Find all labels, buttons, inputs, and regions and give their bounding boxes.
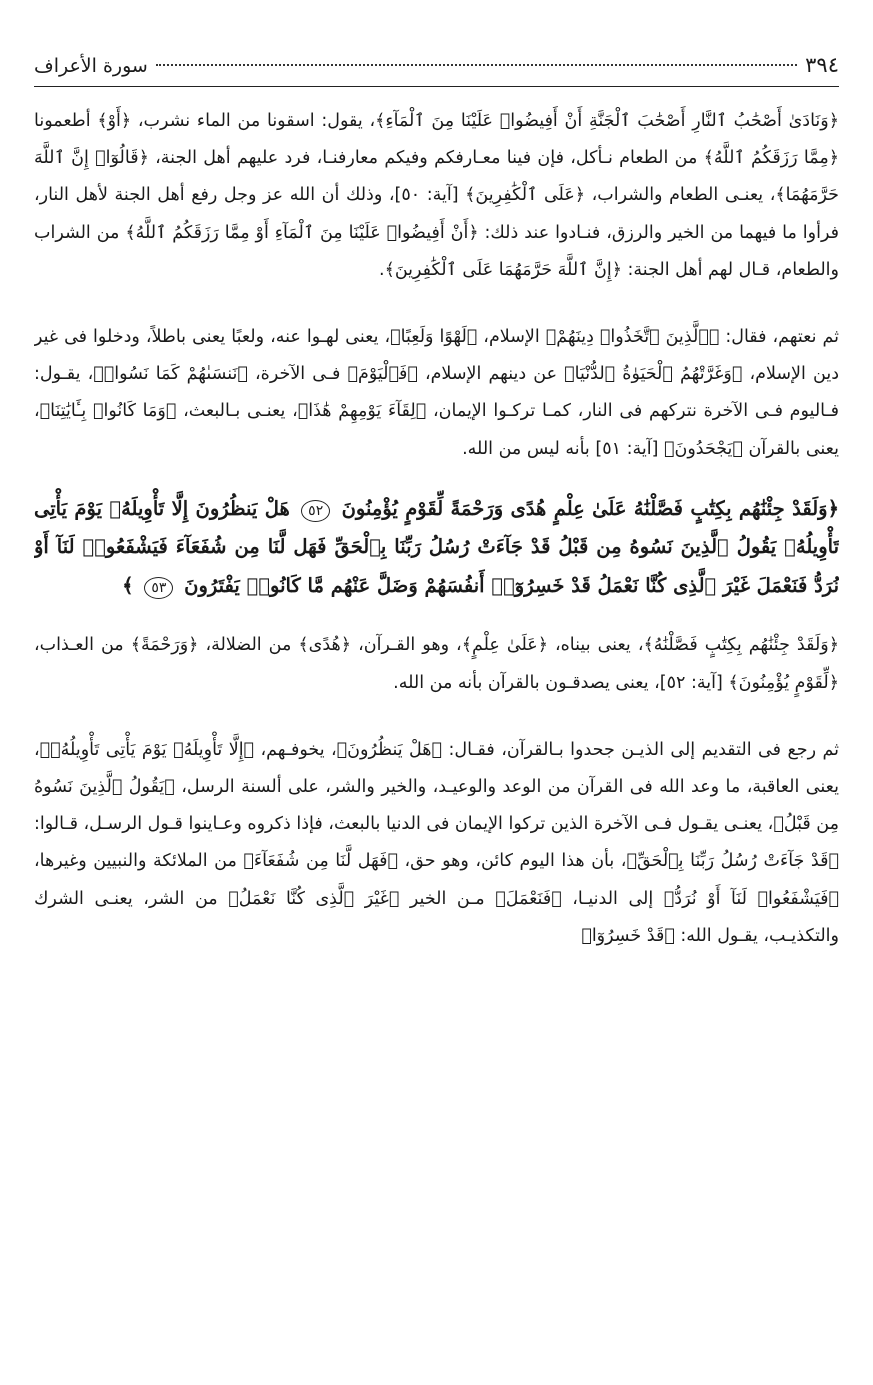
paragraph-3: ﴿وَلَقَدْ جِئْنَٰهُم بِكِتَٰبٍ فَصَّلْنَٰهُ﴾، يعنى بيناه، ﴿عَلَىٰ عِلْمٍ﴾، وهو القـرآن، ﴿هُدًى﴾ من الضلالة، ﴿وَرَحْمَةً﴾ من العـذاب، ﴿لِّقَوْمٍ يُؤْمِنُونَ﴾ [آية: ٥٢]، يعنى يصدقـون بالقرآن بأنه من الله. [34,635,839,693]
page-number: ٣٩٤ [805,53,839,77]
paragraph-gap [34,605,839,627]
ayah-number-marker: ٥٢ [301,500,330,522]
verse-text-52: ﴿وَلَقَدْ جِئْنَٰهُم بِكِتَٰبٍ فَصَّلْنَٰهُ عَلَىٰ عِلْمٍ هُدًى وَرَحْمَةً لِّقَوْمٍ يُؤْمِنُونَ [341,496,839,520]
surah-title: سورة الأعراف [34,55,148,77]
paragraph-gap [34,468,839,490]
ayah-number-marker: ٥٣ [144,577,173,599]
paragraph-gap [34,289,839,319]
paragraph-4: ثم رجع فى التقديم إلى الذيـن جحدوا بـالقرآن، فقـال: ﴿هَلْ يَنظُرُونَ﴾، يخوفـهم، ﴿إِلَّا تَأْوِيلَهُۥ يَوْمَ يَأْتِى تَأْوِيلُهُۥ﴾، يعنى العاقبة، ما وعد الله فى القرآن من الوعد والوعيـد، والخير والشر، على ألسنة الرسل، ﴿يَقُولُ ٱلَّذِينَ نَسُوهُ مِن قَبْلُ﴾، يعنـى يقـول فـى الآخرة الذين تركوا الإيمان فى الدنيا بالبعث، فإذا ذكروه وعـاينوا قـول الرسـل، قـالوا: ﴿قَدْ جَآءَتْ رُسُلُ رَبِّنَا بِٱلْحَقِّ﴾، بأن هذا اليوم كائن، وهو حق، ﴿فَهَل لَّنَا مِن شُفَعَآءَ﴾ من الملائكة والنبيين وغيرها، ﴿فَيَشْفَعُوا۟ لَنَآ أَوْ نُرَدُّ﴾ إلى الدنيـا، ﴿فَنَعْمَلَ﴾ مـن الخير ﴿غَيْرَ ٱلَّذِى كُنَّا نَعْمَلُ﴾ من الشر، يعنـى الشرك والتكذيـب، يقـول الله: ﴿قَدْ خَسِرُوٓا۟ [34,739,839,946]
page-header [34,52,839,82]
header-dot-leader [156,64,797,66]
paragraph-gap [34,702,839,732]
verse-closing-bracket: ﴾ [122,573,134,597]
paragraph-2: ثم نعتهم، فقال: ﴿ٱلَّذِينَ ٱتَّخَذُوا۟ دِينَهُمْ﴾ الإسلام، ﴿لَهْوًا وَلَعِبًا﴾، يعنى لهـوا عنه، ولعبًا يعنى باطلاً، ودخلوا فى غير دين الإسلام، ﴿وَغَرَّتْهُمُ ٱلْحَيَوٰةُ ٱلدُّنْيَا﴾ عن دينهم الإسلام، ﴿فَٱلْيَوْمَ﴾ فـى الآخرة، ﴿نَنسَىٰهُمْ كَمَا نَسُوا۟﴾، يقـول: فـاليوم فـى الآخرة نتركهم فى النار، كمـا تركـوا الإيمان، ﴿لِقَآءَ يَوْمِهِمْ هَٰذَا﴾، يعنـى بـالبعث، ﴿وَمَا كَانُوا۟ بِـَٔايَٰتِنَا﴾، يعنى بالقرآن ﴿يَجْحَدُونَ﴾ [آية: ٥١] بأنه ليس من الله. [34,327,839,459]
quran-verse-block [34,490,839,606]
paragraph-1: ﴿وَنَادَىٰ أَصْحَٰبُ ٱلنَّارِ أَصْحَٰبَ ٱلْجَنَّةِ أَنْ أَفِيضُوا۟ عَلَيْنَا مِنَ ٱلْمَآءِ﴾، يقول: اسقونا من الماء نشرب، ﴿أَوْ﴾ أطعمونا ﴿مِمَّا رَزَقَكُمُ ٱللَّهُ﴾ من الطعام نـأكل، فإن فينا معـارفكم وفيكم معارفنـا، فرد عليهم أهل الجنة، ﴿قَالُوٓا۟ إِنَّ ٱللَّهَ حَرَّمَهُمَا﴾، يعنـى الطعام والشراب، ﴿عَلَى ٱلْكَٰفِرِينَ﴾ [آية: ٥٠]، وذلك أن الله عز وجل رفع أهل الجنة لأهل النار، فرأوا ما فيهما من الخير والرزق، فنـادوا عند ذلك: ﴿أَنْ أَفِيضُوا۟ عَلَيْنَا مِنَ ٱلْمَآءِ أَوْ مِمَّا رَزَقَكُمُ ٱللَّهُ﴾ من الشراب والطعام، قـال لهم أهل الجنة: ﴿إِنَّ ٱللَّهَ حَرَّمَهُمَا عَلَى ٱلْكَٰفِرِينَ﴾. [34,111,839,280]
verse-text-53: هَلْ يَنظُرُونَ إِلَّا تَأْوِيلَهُۥ يَوْمَ يَأْتِى تَأْوِيلُهُۥ يَقُولُ ٱلَّذِينَ نَسُوهُ مِن قَبْلُ قَدْ جَآءَتْ رُسُلُ رَبِّنَا بِٱلْحَقِّ فَهَل لَّنَا مِن شُفَعَآءَ فَيَشْفَعُوا۟ لَنَآ أَوْ نُرَدُّ فَنَعْمَلَ غَيْرَ ٱلَّذِى كُنَّا نَعْمَلُ قَدْ خَسِرُوٓا۟ أَنفُسَهُمْ وَضَلَّ عَنْهُم مَّا كَانُوا۟ يَفْتَرُونَ [34,496,839,597]
header-rule [34,86,839,87]
page [34,52,839,1377]
